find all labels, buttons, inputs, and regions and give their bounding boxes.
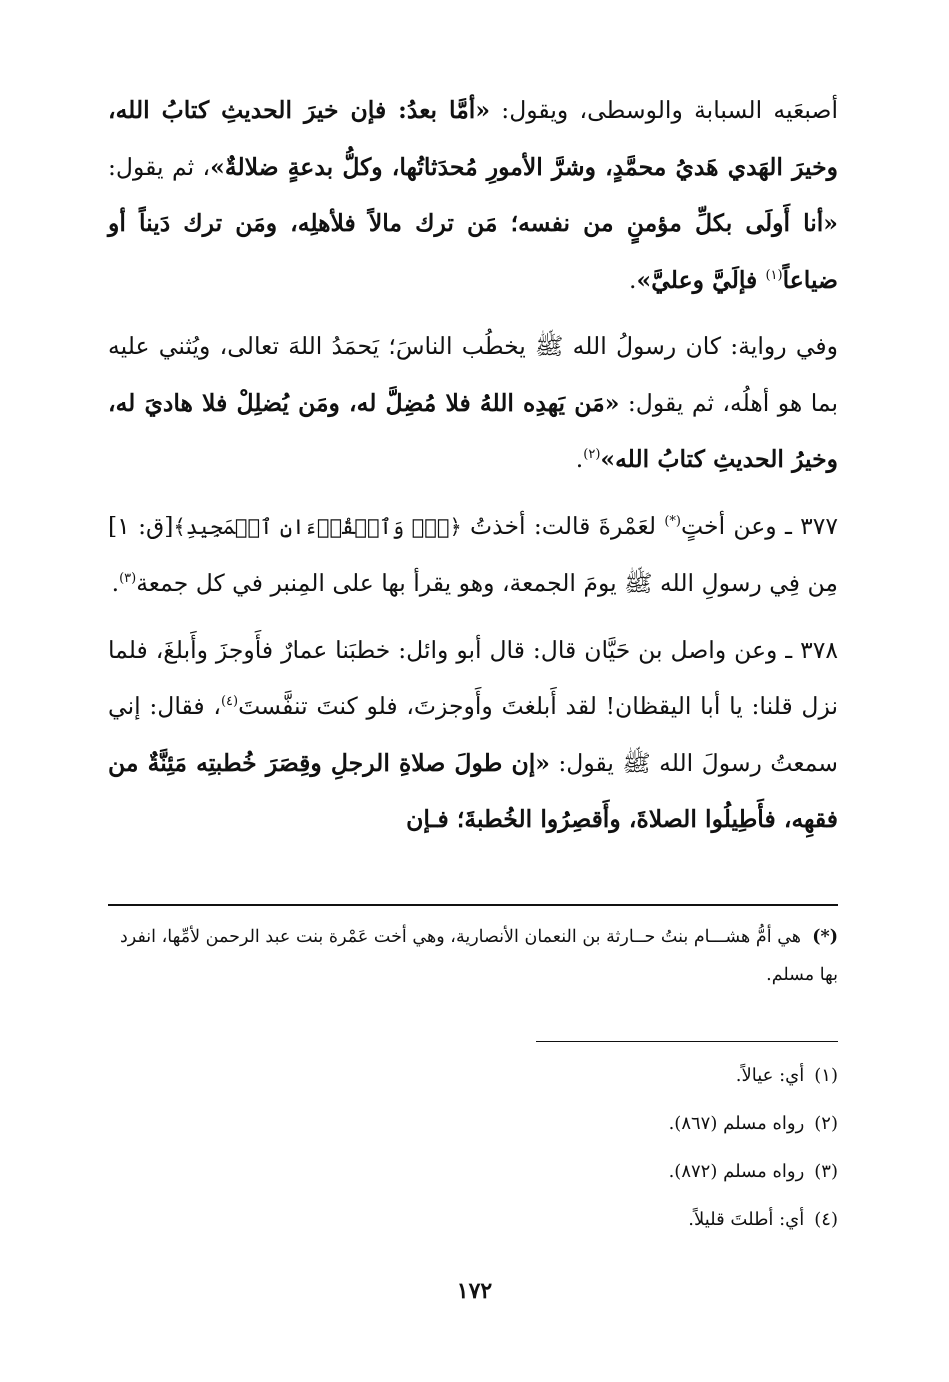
footnote-number: (٢): [814, 1113, 838, 1134]
text-segment: لعَمْرةَ قالت: أخذتُ: [461, 511, 665, 540]
footnote-number: (٤): [814, 1209, 838, 1230]
paragraph-2: [108, 318, 838, 488]
paragraph-1: [108, 82, 838, 308]
text-segment: ٣٧٧ ـ وعن أختٍ: [680, 511, 838, 540]
hadith-quote: فإلَيَّ وعليَّ»: [636, 265, 766, 294]
footnote-separator-long: [108, 904, 838, 906]
footnote-number: (١): [814, 1065, 838, 1086]
footnote-star-mark: (*): [812, 927, 838, 947]
text-segment: ، ثم يقول:: [108, 152, 211, 181]
hadith-quote: «أمَّا بعدُ: فإن خيرَ الحديثِ كتابُ الله، وخيرَ الهَدي هَديُ محمَّدٍ، وشرَّ الأمورِ مُحدَثاتُها، وكلُّ بدعةٍ ضلالةٌ»: [108, 96, 838, 181]
footnote-text: رواه مسلم (٨٧٢).: [668, 1161, 805, 1182]
hadith-quote: «أنا أَولَى بكلِّ مؤمنٍ من نفسه؛ مَن ترك مالاً فلأهلِه، ومَن ترك دَيناً أو ضياعاً: [108, 209, 838, 294]
footnote-4: [108, 1196, 838, 1244]
footnote-text: أي: أطلتَ قليلاً.: [688, 1209, 805, 1230]
footnote-separator-short: [536, 1041, 838, 1042]
footnote-ref-4: (٤): [220, 694, 239, 710]
footnote-text: رواه مسلم (٨٦٧).: [668, 1113, 805, 1134]
text-segment: .: [111, 569, 120, 597]
paragraph-4: [108, 622, 838, 848]
footnote-star-text: هي أمُّ هشـــام بنتُ حــارثة بن النعمان الأنصارية، وهي أخت عَمْرة بنت عبد الرحمن لأمِّها، انفرد بها مسلم.: [120, 927, 838, 985]
quran-verse: ﴿قٓۚ وَٱلۡقُرۡءَانِ ٱلۡمَجِيدِ﴾: [173, 514, 462, 539]
text-segment: [ق: ١] مِن فِي رسولِ الله ﷺ يومَ الجمعة، وهو يقرأ بها على المِنبر في كل جمعة: [108, 511, 838, 597]
text-segment: .: [629, 265, 637, 294]
text-segment: ، فقال: إني سمعتُ رسولَ الله ﷺ يقول:: [108, 692, 838, 777]
text-segment: أصبعَيه السبابة والوسطى، ويقول:: [490, 96, 838, 124]
text-segment: وفي رواية: كان رسولُ الله ﷺ يخطُب الناسَ؛ يَحمَدُ اللهَ تعالى، ويُثني عليه بما هو أهلُه، ثم يقول:: [108, 332, 838, 417]
footnote-3: [108, 1148, 838, 1196]
footnote-text: أي: عيالاً.: [735, 1065, 805, 1086]
text-segment: ٣٧٨ ـ وعن واصل بن حَيَّان قال: قال أبو وائل: خطبَنا عمارٌ فأَوجزَ وأَبلغَ، فلما نزل قلنا: يا أبا اليقظان! لقد أَبلغتَ وأَوجزتَ، فلو كنتَ تنفَّستَ: [108, 635, 838, 720]
footnote-2: [108, 1100, 838, 1148]
text-segment: .: [575, 445, 584, 473]
footnotes-list: [108, 1052, 838, 1244]
footnote-ref-1: (١): [765, 267, 783, 283]
footnote-number: (٣): [814, 1161, 838, 1182]
footnote-ref-star: (*): [664, 513, 681, 529]
footnote-ref-3: (٣): [119, 571, 137, 587]
paragraph-3: [108, 498, 838, 612]
hadith-quote: «مَن يَهدِه اللهُ فلا مُضِلَّ له، ومَن يُضلِلْ فلا هاديَ له، وخيرُ الحديثِ كتابُ الله»: [108, 388, 838, 473]
footnote-1: [108, 1052, 838, 1100]
main-text: [108, 82, 838, 858]
footnote-star: [120, 918, 838, 994]
page-number: ١٧٢: [456, 1278, 493, 1304]
hadith-quote: «إن طولَ صلاةِ الرجلِ وقِصَرَ خُطبتِه مَئِنَّةٌ من فقهِه، فأَطِيلُوا الصلاةَ، وأَقصِرُوا الخُطبةَ؛ فـإن: [108, 748, 838, 833]
footnote-ref-2: (٢): [583, 447, 601, 463]
